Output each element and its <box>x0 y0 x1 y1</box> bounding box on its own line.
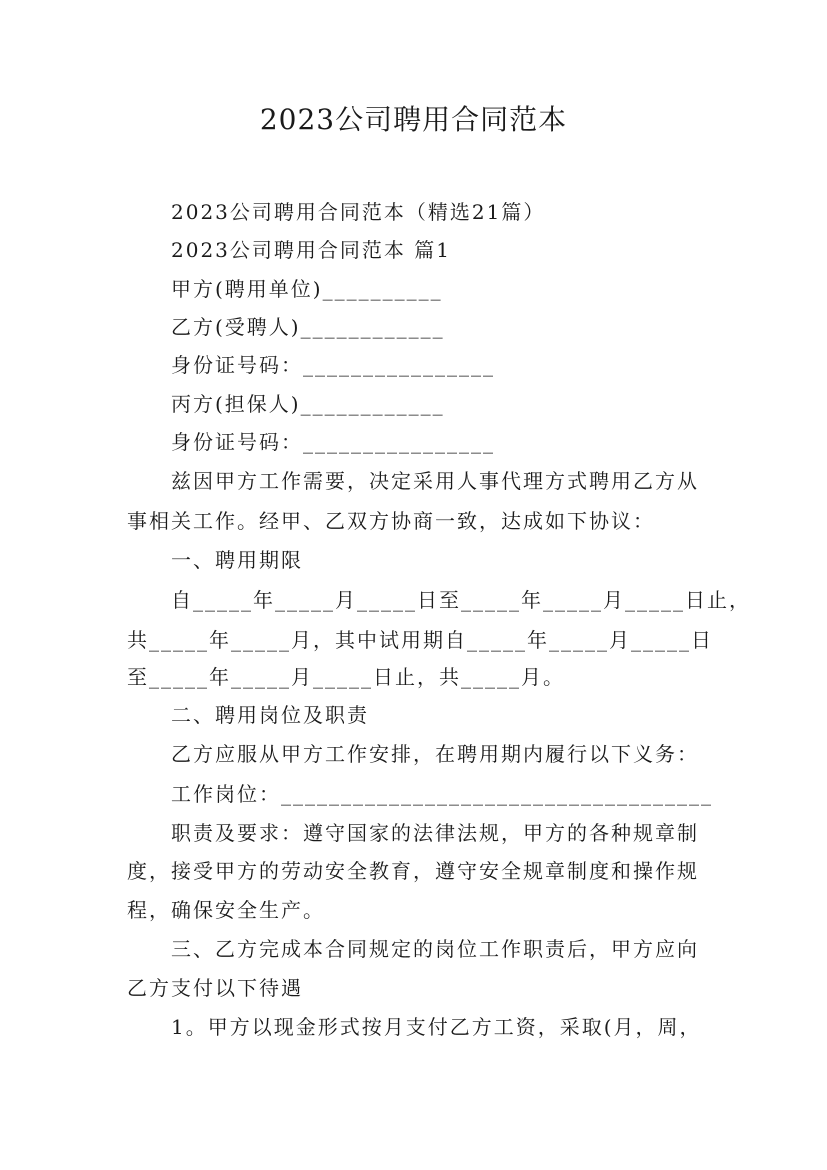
body-line: 1。甲方以现金形式按月支付乙方工资，采取(月，周， <box>127 1015 702 1039</box>
body-line: 身份证号码：________________ <box>127 353 495 377</box>
body-line: 乙方应服从甲方工作安排，在聘用期内履行以下义务： <box>127 742 699 766</box>
body-line: 三、乙方完成本合同规定的岗位工作职责后，甲方应向 <box>127 937 699 961</box>
body-line: 2023公司聘用合同范本（精选21篇） <box>127 200 546 224</box>
body-line: 事相关工作。经甲、乙双方协商一致，达成如下协议： <box>127 509 655 533</box>
body-line: 身份证号码：________________ <box>127 430 495 454</box>
body-line: 程，确保安全生产。 <box>127 898 325 922</box>
body-line: 乙方(受聘人)____________ <box>127 315 445 339</box>
body-line: 共_____年_____月，其中试用期自_____年_____月_____日 <box>127 628 713 652</box>
body-line: 乙方支付以下待遇 <box>127 976 303 1000</box>
body-line: 至_____年_____月_____日止，共_____月。 <box>127 665 565 689</box>
body-line: 丙方(担保人)____________ <box>127 392 445 416</box>
body-line: 职责及要求：遵守国家的法律法规，甲方的各种规章制 <box>127 821 699 845</box>
body-line: 一、聘用期限 <box>127 548 303 572</box>
body-line: 二、聘用岗位及职责 <box>127 703 369 727</box>
document-title: 2023公司聘用合同范本 <box>259 103 568 136</box>
body-line: 甲方(聘用单位)__________ <box>127 277 443 301</box>
body-line: 度，接受甲方的劳动安全教育，遵守安全规章制度和操作规 <box>127 859 699 883</box>
body-line: 2023公司聘用合同范本 篇1 <box>127 238 451 262</box>
body-line: 工作岗位：____________________________________ <box>127 782 713 806</box>
body-line: 兹因甲方工作需要，决定采用人事代理方式聘用乙方从 <box>127 469 699 493</box>
body-line: 自_____年_____月_____日至_____年_____月_____日止， <box>127 588 751 612</box>
